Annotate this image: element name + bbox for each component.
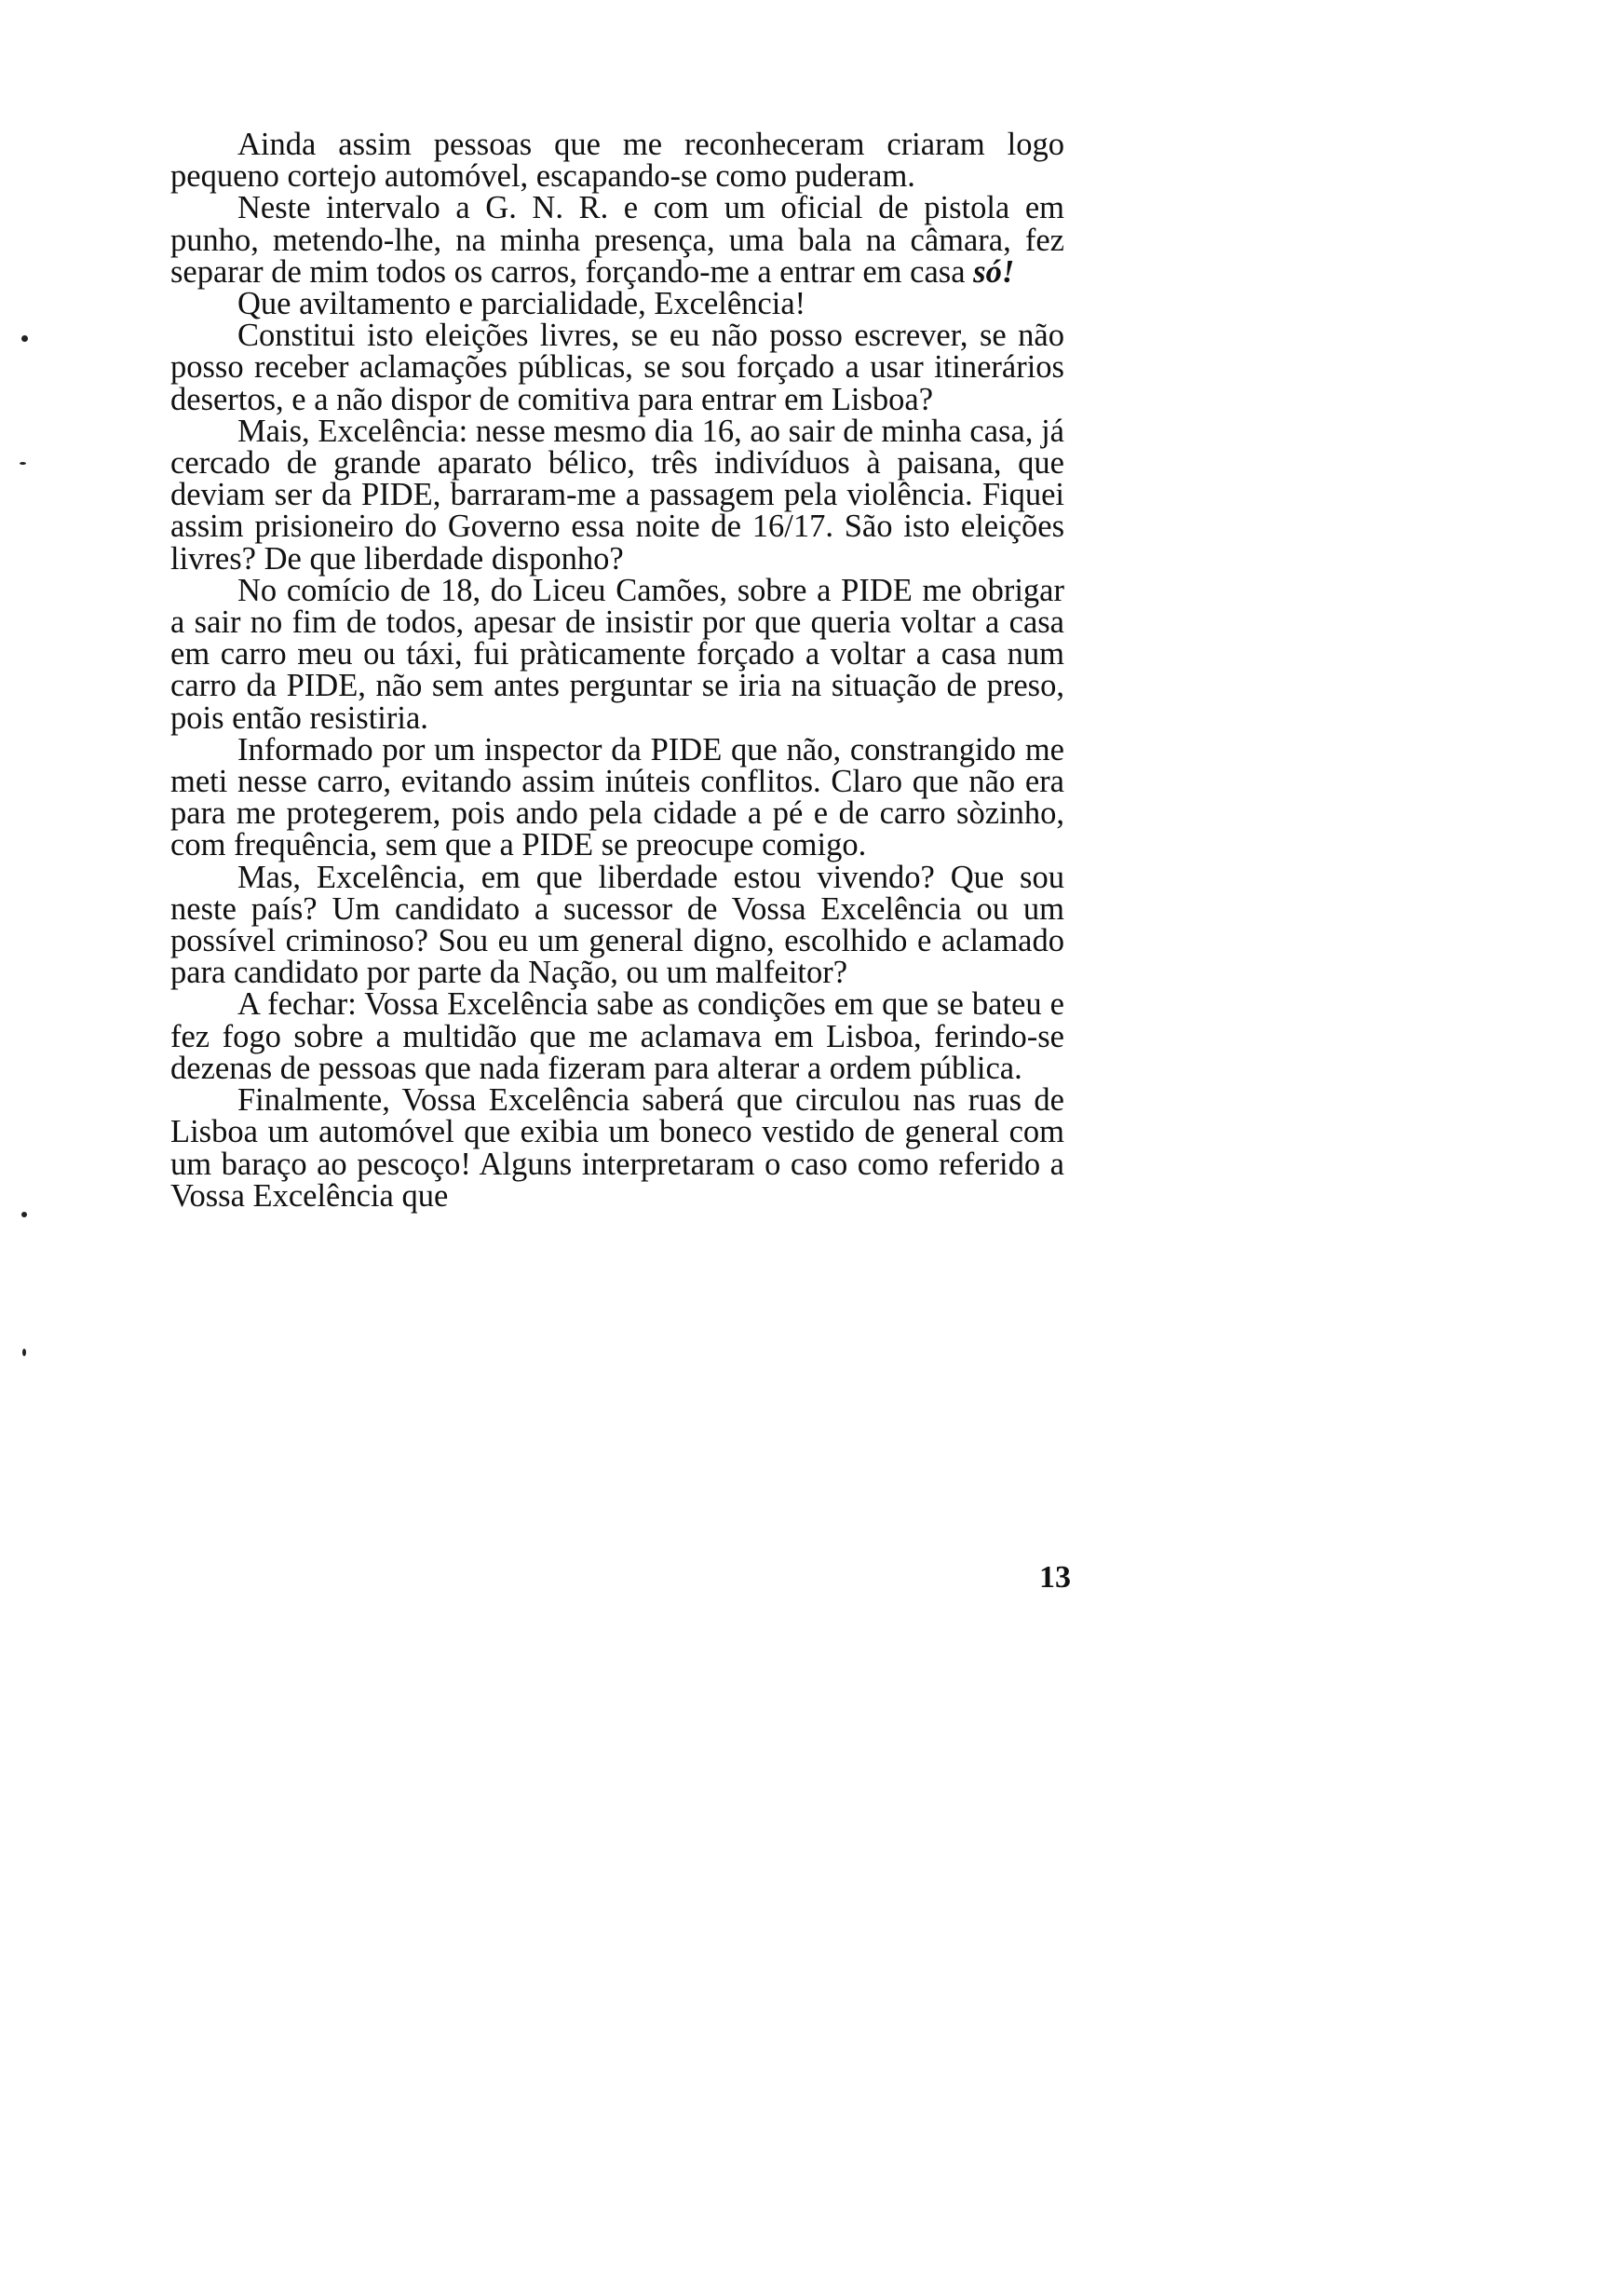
scan-speck (22, 1349, 26, 1356)
paragraph-2-text: Neste intervalo a G. N. R. e com um oficial de pistola em punho, metendo-lhe, na minha presença, uma bala na câmara, fez separar de mim todos os carros, forçando-me a entrar em casa (170, 190, 1064, 290)
paragraph-2 (170, 192, 1064, 288)
paragraph-7: Informado por um inspector da PIDE que não, constrangido me meti nesse carro, evitando assim inúteis conflitos. Claro que não era para me protegerem, pois ando pela cidade a pé e de carro sòzinho, com frequência, sem que a PIDE se preocupe comigo. (170, 731, 1064, 863)
paragraph-3: Que aviltamento e parcialidade, Excelência! (237, 286, 806, 322)
paragraph-8: Mas, Excelência, em que liberdade estou vivendo? Que sou neste país? Um candidato a sucessor de Vossa Excelência ou um possível criminoso? Sou eu um general digno, escolhido e aclamado para candidato por parte da Nação, ou um malfeitor? (170, 859, 1064, 991)
paragraph-6: No comício de 18, do Liceu Camões, sobre a PIDE me obrigar a sair no fim de todos, apesar de insistir por que queria voltar a casa em carro meu ou táxi, fui pràticamente forçado a voltar a casa num carro da PIDE, não sem antes perguntar se iria na situação de preso, pois então resistiria. (170, 572, 1064, 736)
paragraph-1: Ainda assim pessoas que me reconheceram criaram logo pequeno cortejo automóvel, escapando-se como puderam. (170, 127, 1064, 195)
paragraph-9: A fechar: Vossa Excelência sabe as condições em que se bateu e fez fogo sobre a multidão que me aclamava em Lisboa, ferindo-se dezenas de pessoas que nada fizeram para alterar a ordem pública. (170, 986, 1064, 1086)
scan-speck (21, 1212, 27, 1217)
scan-speck (20, 462, 26, 465)
body-text (170, 129, 1064, 1212)
emphasis-text: só! (973, 253, 1015, 290)
page-number: 13 (1039, 1560, 1071, 1595)
paragraph-5: Mais, Excelência: nesse mesmo dia 16, ao sair de minha casa, já cercado de grande aparato bélico, três indivíduos à paisana, que deviam ser da PIDE, barraram-me a passagem pela violência. Fiquei assim prisioneiro do Governo essa noite de 16/17. São isto eleições livres? De que liberdade disponho? (170, 413, 1064, 577)
paragraph-4: Constitui isto eleições livres, se eu não posso escrever, se não posso receber aclamações públicas, se sou forçado a usar itinerários desertos, e a não dispor de comitiva para entrar em Lisboa? (170, 318, 1064, 417)
scan-speck (21, 335, 28, 342)
paragraph-10: Finalmente, Vossa Excelência saberá que circulou nas ruas de Lisboa um automóvel que exibia um boneco vestido de general com um baraço ao pescoço! Alguns interpretaram o caso como referido a Vossa Excelência que (170, 1082, 1064, 1214)
